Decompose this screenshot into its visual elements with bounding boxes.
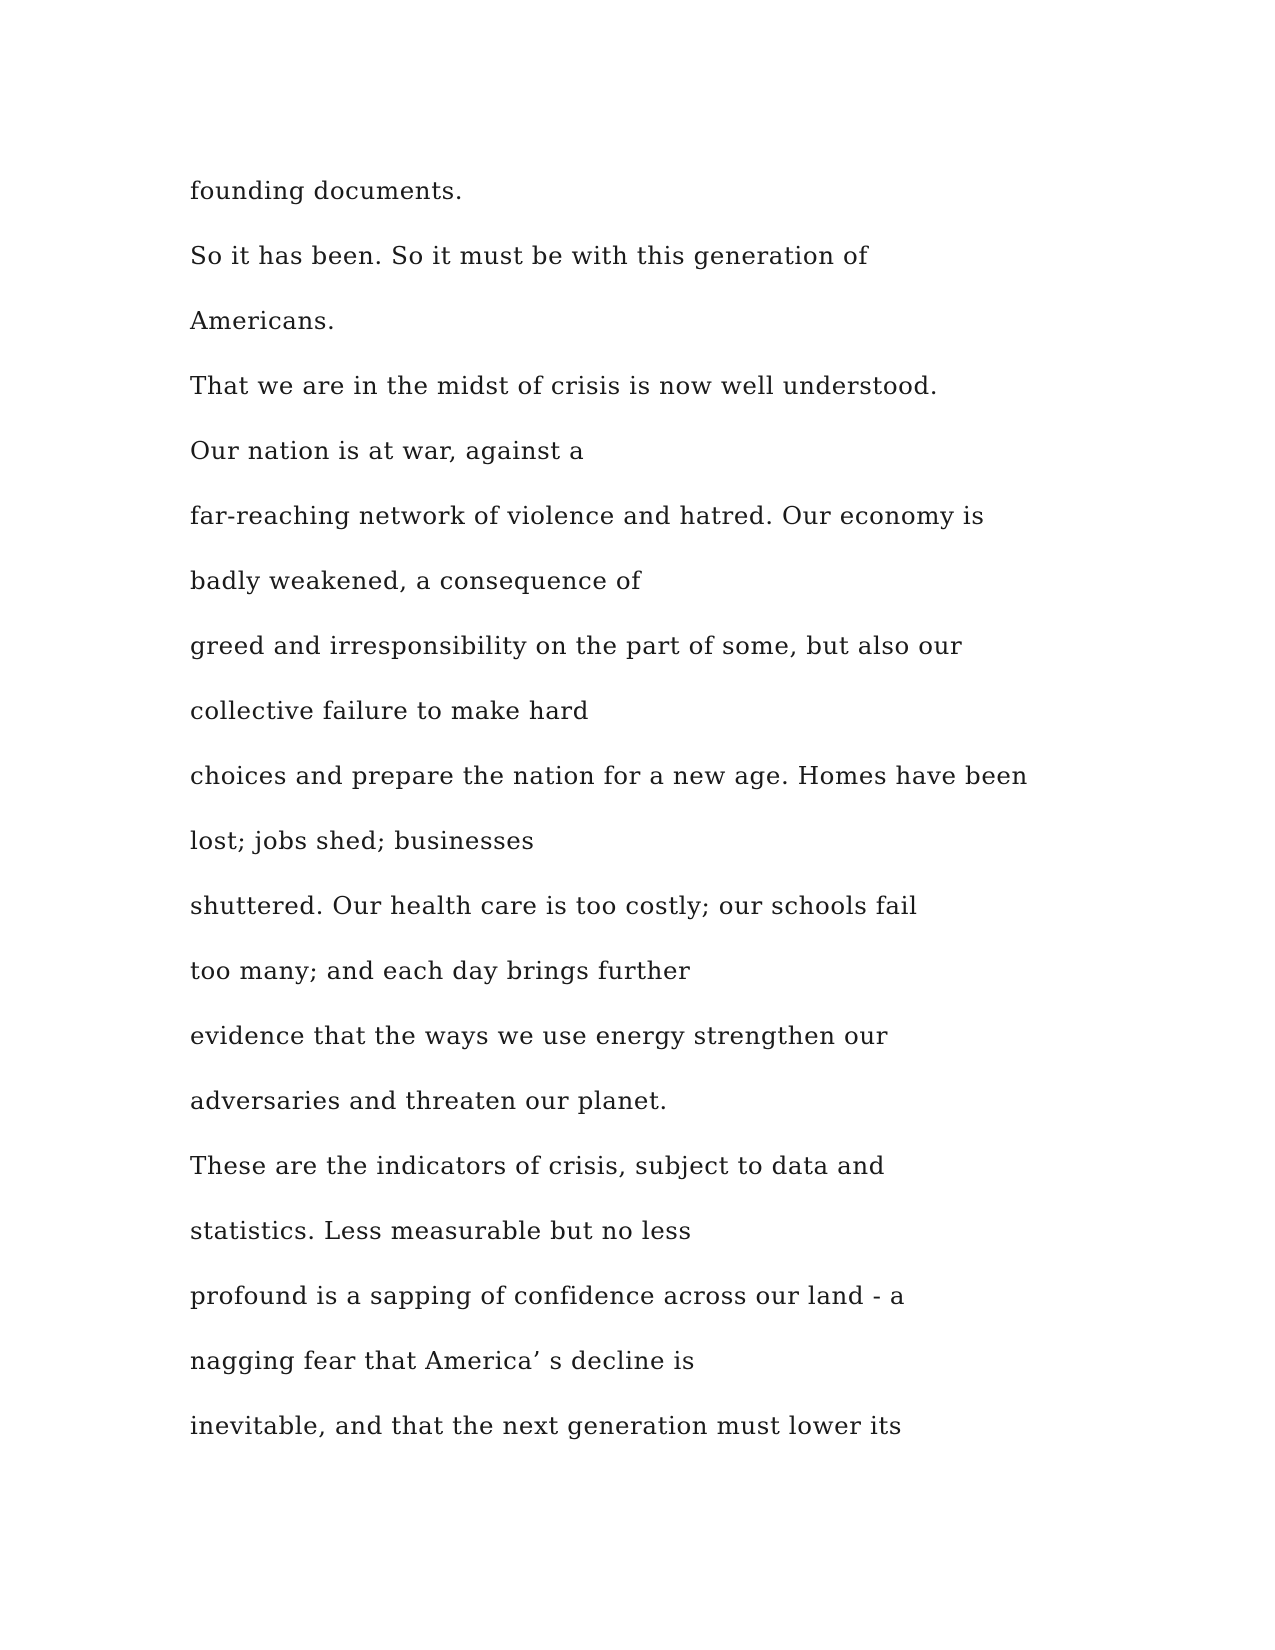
text-line: These are the indicators of crisis, subject to data and	[190, 1151, 886, 1180]
text-line: evidence that the ways we use energy strengthen our	[190, 1021, 889, 1050]
text-line: too many; and each day brings further	[190, 956, 691, 985]
text-line: So it has been. So it must be with this generation of	[190, 241, 868, 270]
text-line: inevitable, and that the next generation must lower its	[190, 1411, 903, 1440]
text-line: Our nation is at war, against a	[190, 436, 585, 465]
body-text	[190, 158, 1190, 1458]
text-line: choices and prepare the nation for a new age. Homes have been	[190, 761, 1028, 790]
text-line: founding documents.	[190, 176, 464, 205]
text-line: nagging fear that America’ s decline is	[190, 1346, 696, 1375]
text-line: statistics. Less measurable but no less	[190, 1216, 692, 1245]
text-line: shuttered. Our health care is too costly; our schools fail	[190, 891, 918, 920]
text-line: badly weakened, a consequence of	[190, 566, 641, 595]
text-line: greed and irresponsibility on the part of some, but also our	[190, 631, 963, 660]
text-line: adversaries and threaten our planet.	[190, 1086, 668, 1115]
text-line: That we are in the midst of crisis is now well understood.	[190, 371, 939, 400]
text-line: profound is a sapping of confidence across our land - a	[190, 1281, 906, 1310]
text-line: lost; jobs shed; businesses	[190, 826, 535, 855]
text-line: Americans.	[190, 306, 336, 335]
text-line: collective failure to make hard	[190, 696, 590, 725]
text-line: far-reaching network of violence and hatred. Our economy is	[190, 501, 985, 530]
